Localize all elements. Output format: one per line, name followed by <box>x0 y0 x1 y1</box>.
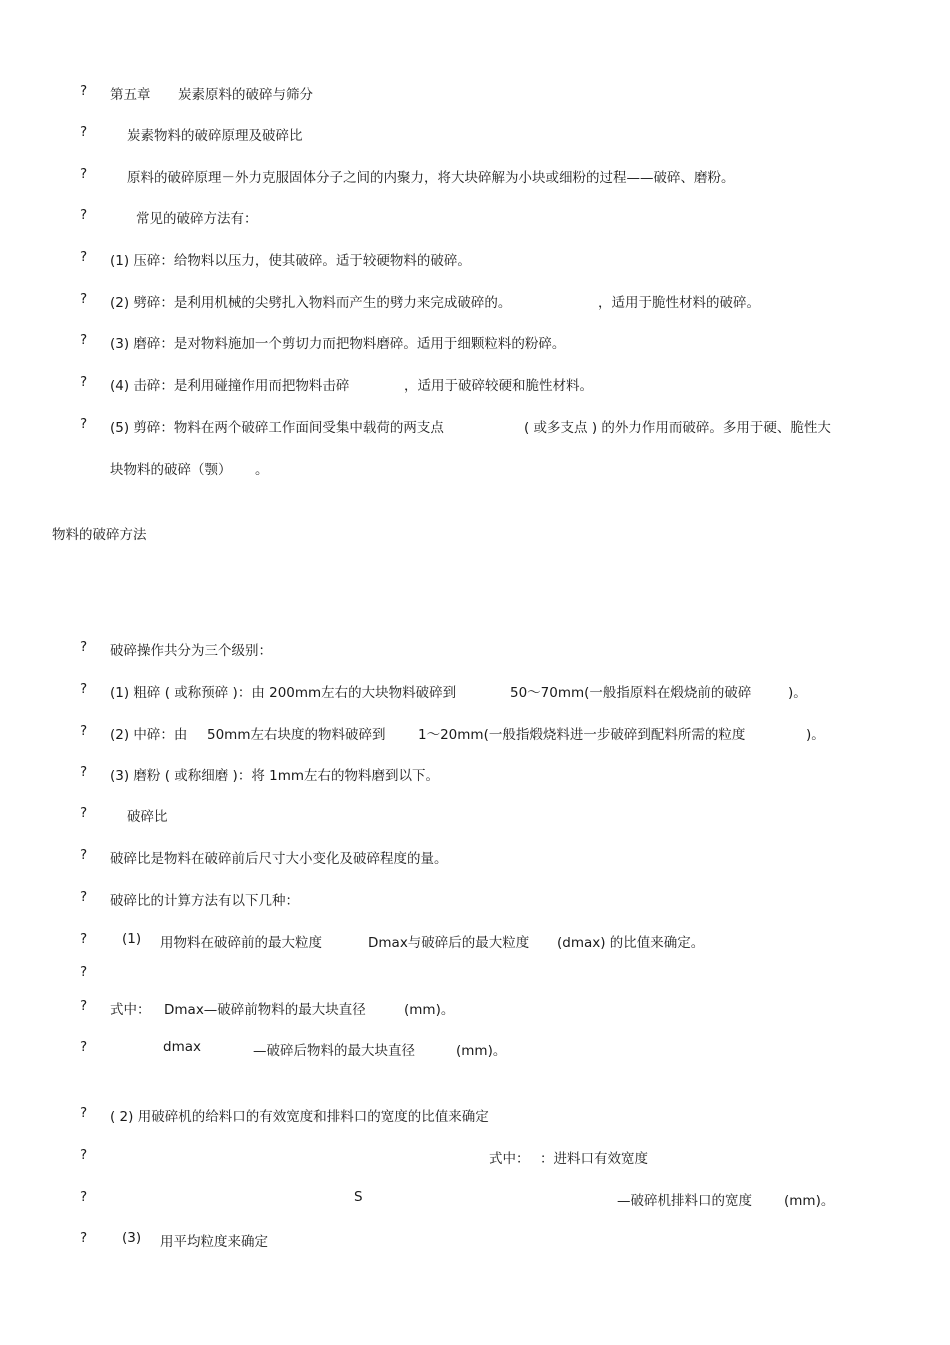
text-line-22-0: ( 2) 用破碎机的给料口的有效宽度和排料口的宽度的比值来确定 <box>110 1109 489 1125</box>
text-line-21-2: (mm)。 <box>456 1043 507 1059</box>
bullet-marker: ? <box>80 249 88 265</box>
bullet-marker: ? <box>80 374 88 390</box>
bullet-marker: ? <box>80 889 88 905</box>
text-line-18-3: (dmax) 的比值来确定。 <box>557 935 705 951</box>
bullet-marker: ? <box>80 964 88 980</box>
text-line-24-1: —破碎机排料口的宽度 <box>617 1193 752 1209</box>
text-line-23-1: ：进料口有效宽度 <box>540 1151 648 1167</box>
text-line-3-0: 常见的破碎方法有： <box>136 211 258 227</box>
text-line-7-1: ，适用于破碎较硬和脆性材料。 <box>404 378 593 394</box>
text-line-20-0: 式中： <box>110 1002 151 1018</box>
bullet-marker: ? <box>80 124 88 140</box>
bullet-marker: ? <box>80 1039 88 1055</box>
bullet-marker: ? <box>80 681 88 697</box>
bullet-marker: ? <box>80 416 88 432</box>
bullet-marker: ? <box>80 931 88 947</box>
bullet-marker: ? <box>80 805 88 821</box>
text-line-18-1: 用物料在破碎前的最大粒度 <box>160 935 322 951</box>
text-line-18-0: (1) <box>122 931 142 947</box>
text-line-18-2: Dmax与破碎后的最大粒度 <box>368 935 530 951</box>
text-line-11-0: 破碎操作共分为三个级别： <box>110 643 272 659</box>
bullet-marker: ? <box>80 998 88 1014</box>
text-line-7-0: (4) 击碎：是利用碰撞作用而把物料击碎 <box>110 378 350 394</box>
text-line-5-1: ，适用于脆性材料的破碎。 <box>598 295 760 311</box>
text-line-4-0: (1) 压碎：给物料以压力，使其破碎。适于较硬物料的破碎。 <box>110 253 471 269</box>
text-line-21-1: —破碎后物料的最大块直径 <box>253 1043 415 1059</box>
text-line-25-1: 用平均粒度来确定 <box>160 1234 268 1250</box>
text-line-16-0: 破碎比是物料在破碎前后尺寸大小变化及破碎程度的量。 <box>110 851 448 867</box>
bullet-marker: ? <box>80 1105 88 1121</box>
text-line-13-1: 50mm左右块度的物料破碎到 <box>207 727 386 743</box>
text-line-12-2: )。 <box>788 685 807 701</box>
bullet-marker: ? <box>80 1189 88 1205</box>
text-line-8-0: (5) 剪碎：物料在两个破碎工作面间受集中载荷的两支点 <box>110 420 444 436</box>
bullet-marker: ? <box>80 291 88 307</box>
text-line-2-0: 原料的破碎原理－外力克服固体分子之间的内聚力，将大块碎解为小块或细粉的过程——破碎、磨粉。 <box>127 170 735 186</box>
bullet-marker: ? <box>80 639 88 655</box>
text-line-15-0: 破碎比 <box>127 809 168 825</box>
text-line-21-0: dmax <box>163 1039 201 1055</box>
text-line-9-0: 块物料的破碎（颚） <box>110 462 232 478</box>
text-line-13-2: 1～20mm(一般指煅烧料进一步破碎到配料所需的粒度 <box>418 727 746 743</box>
text-line-24-2: (mm)。 <box>784 1193 835 1209</box>
bullet-marker: ? <box>80 332 88 348</box>
text-line-24-0: S <box>354 1189 363 1205</box>
text-line-9-1: 。 <box>255 462 269 478</box>
bullet-marker: ? <box>80 764 88 780</box>
bullet-marker: ? <box>80 847 88 863</box>
text-line-23-0: 式中： <box>489 1151 530 1167</box>
text-line-8-1: ( 或多支点 ) 的外力作用而破碎。多用于硬、脆性大 <box>524 420 831 436</box>
bullet-marker: ? <box>80 1230 88 1246</box>
bullet-marker: ? <box>80 1147 88 1163</box>
text-line-6-0: (3) 磨碎：是对物料施加一个剪切力而把物料磨碎。适用于细颗粒料的粉碎。 <box>110 336 566 352</box>
text-line-12-1: 50～70mm(一般指原料在煅烧前的破碎 <box>510 685 752 701</box>
text-line-5-0: (2) 劈碎：是利用机械的尖劈扎入物料而产生的劈力来完成破碎的。 <box>110 295 512 311</box>
text-line-12-0: (1) 粗碎 ( 或称预碎 )：由 200mm左右的大块物料破碎到 <box>110 685 457 701</box>
text-line-13-3: )。 <box>806 727 825 743</box>
text-line-20-2: (mm)。 <box>404 1002 455 1018</box>
text-line-17-0: 破碎比的计算方法有以下几种： <box>110 893 299 909</box>
bullet-marker: ? <box>80 207 88 223</box>
text-line-14-0: (3) 磨粉 ( 或称细磨 )：将 1mm左右的物料磨到以下。 <box>110 768 440 784</box>
bullet-marker: ? <box>80 723 88 739</box>
text-line-20-1: Dmax—破碎前物料的最大块直径 <box>164 1002 366 1018</box>
bullet-marker: ? <box>80 83 88 99</box>
text-line-0-0: 第五章 <box>110 87 151 103</box>
bullet-marker: ? <box>80 166 88 182</box>
text-line-1-0: 炭素物料的破碎原理及破碎比 <box>127 128 303 144</box>
text-line-13-0: (2) 中碎：由 <box>110 727 188 743</box>
text-line-25-0: (3) <box>122 1230 142 1246</box>
text-line-10-0: 物料的破碎方法 <box>52 527 147 543</box>
text-line-0-1: 炭素原料的破碎与筛分 <box>178 87 313 103</box>
